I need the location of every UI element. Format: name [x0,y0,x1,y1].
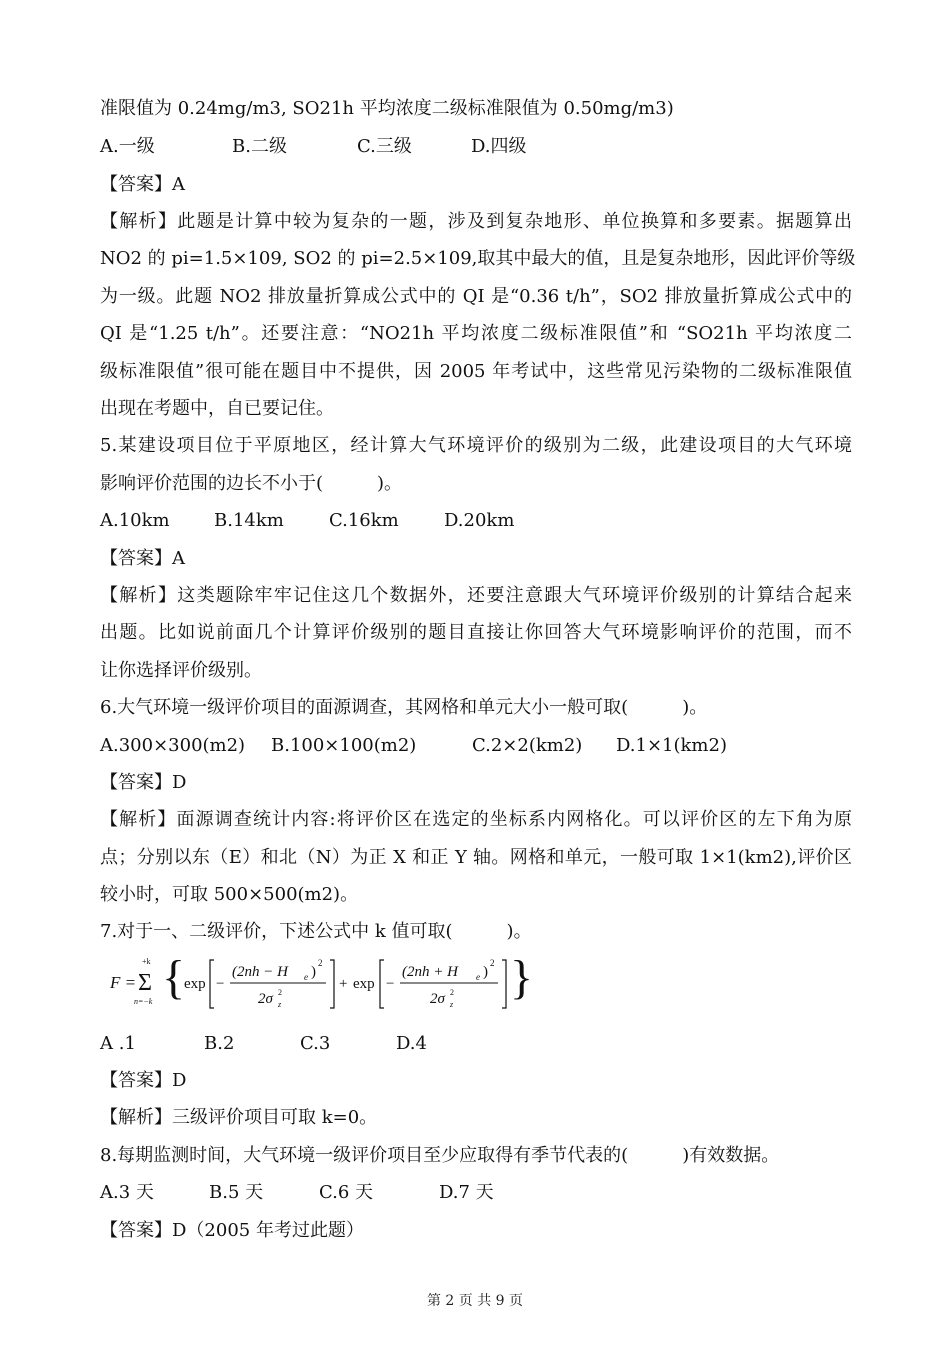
option-d: D.20km [444,510,515,531]
answer-line: 【答案】D（2005 年考过此题） [100,1220,364,1241]
denominator-2: 2σ [430,991,445,1007]
square-exponent-1: 2 [318,958,323,968]
numerator-2: (2nh + H [402,964,458,980]
analysis-line: 出现在考题中，自已要记住。 [100,398,334,419]
analysis-line: 点；分别以东（E）和北（N）为正 X 和正 Y 轴。网格和单元，一般可取 1×1(km2),评价区 [100,847,852,868]
analysis-line: 【解析】此题是计算中较为复杂的一题，涉及到复杂地形、单位换算和多要素。据题算出 [100,211,852,232]
subscript-e-2: e [476,972,480,982]
answer-line: 【答案】A [100,548,185,569]
bracket-right-1 [330,960,334,1008]
plus-sign: + [339,976,348,992]
option-a: A.300×300(m2) [100,735,246,756]
formula-lhs: F = [110,973,137,992]
options-row-q7 [100,1031,852,1057]
subscript-e-1: e [304,972,308,982]
numerator-1: (2nh − H [232,964,288,980]
den-sup-1: 2 [278,988,282,997]
analysis-line: NO2 的 pi=1.5×109, SO2 的 pi=2.5×109,取其中最大的值，且是复杂地形，因此评价等级 [100,248,856,269]
question-5: 5.某建设项目位于平原地区，经计算大气环境评价的级别为二级，此建设项目的大气环境 [100,435,852,456]
answer-line: 【答案】D [100,1070,187,1091]
option-c: C.6 天 [319,1182,374,1203]
sum-sign: Σ [138,970,152,996]
option-c: C.三级 [357,136,412,157]
question-8: 8.每期监测时间，大气环境一级评价项目至少应取得有季节代表的( )有效数据。 [100,1145,780,1166]
options-row-q6 [100,733,852,759]
options-row-q4 [100,134,852,160]
option-d: D.1×1(km2) [616,735,727,756]
analysis-line: 【解析】这类题除牢牢记住这几个数据外，还要注意跟大气环境评价级别的计算结合起来 [100,585,852,606]
bracket-right-2 [502,960,506,1008]
option-a: A .1 [100,1033,136,1054]
page-number-footer: 第 2 页 共 9 页 [426,1293,524,1309]
option-c: C.16km [329,510,399,531]
option-a: A.一级 [100,136,155,157]
close-paren-2: ) [483,964,488,980]
square-exponent-2: 2 [490,958,495,968]
text-line: 准限值为 0.24mg/m3, SO21h 平均浓度二级标准限值为 0.50mg/m3) [100,98,674,119]
option-a: A.3 天 [100,1182,154,1203]
option-b: B.2 [204,1033,235,1054]
analysis-line: 出题。比如说前面几个计算评价级别的题目直接让你回答大气环境影响评价的范围，而不 [100,622,852,643]
den-sub-1: z [278,1000,282,1009]
analysis-line: 【解析】面源调查统计内容:将评价区在选定的坐标系内网格化。可以评价区的左下角为原 [100,809,852,830]
question-7: 7.对于一、二级评价，下述公式中 k 值可取( )。 [100,921,532,942]
option-b: B.5 天 [209,1182,264,1203]
dispersion-formula [108,950,548,1016]
analysis-line: 让你选择评价级别。 [100,660,262,681]
option-c: C.3 [300,1033,331,1054]
option-b: B.14km [214,510,284,531]
sum-lower-limit: n=−k [134,997,153,1006]
options-row-q5 [100,508,852,534]
analysis-line: 较小时，可取 500×500(m2)。 [100,884,359,905]
option-d: D.四级 [471,136,527,157]
bracket-left-1 [210,960,214,1008]
analysis-line: 为一级。此题 NO2 排放量折算成公式中的 QI 是“0.36 t/h”，SO2 排放量折算成公式中的 [100,286,852,307]
exp-label-2: exp [353,976,375,992]
option-b: B.100×100(m2) [271,735,417,756]
option-c: C.2×2(km2) [472,735,583,756]
bracket-left-2 [380,960,384,1008]
right-brace: } [510,951,534,1004]
sum-upper-limit: +k [142,957,151,966]
exp-label-1: exp [184,976,206,992]
option-d: D.7 天 [439,1182,494,1203]
analysis-line: 【解析】三级评价项目可取 k=0。 [100,1107,378,1128]
options-row-q8 [100,1180,852,1206]
minus-sign-1: − [216,976,225,992]
question-5-cont: 影响评价范围的边长不小于( )。 [100,473,403,494]
option-a: A.10km [100,510,170,531]
minus-sign-2: − [386,976,395,992]
den-sup-2: 2 [450,988,454,997]
close-paren-1: ) [311,964,316,980]
analysis-line: QI 是“1.25 t/h”。还要注意：“NO21h 平均浓度二级标准限值”和 “SO21h 平均浓度二 [100,323,852,344]
option-d: D.4 [396,1033,427,1054]
question-6: 6.大气环境一级评价项目的面源调查，其网格和单元大小一般可取( )。 [100,697,708,718]
option-b: B.二级 [232,136,287,157]
left-brace: { [162,951,186,1004]
answer-line: 【答案】D [100,772,187,793]
den-sub-2: z [450,1000,454,1009]
analysis-line: 级标准限值”很可能在题目中不提供，因 2005 年考试中，这些常见污染物的二级标准限值 [100,361,852,382]
denominator-1: 2σ [258,991,273,1007]
answer-line: 【答案】A [100,174,185,195]
